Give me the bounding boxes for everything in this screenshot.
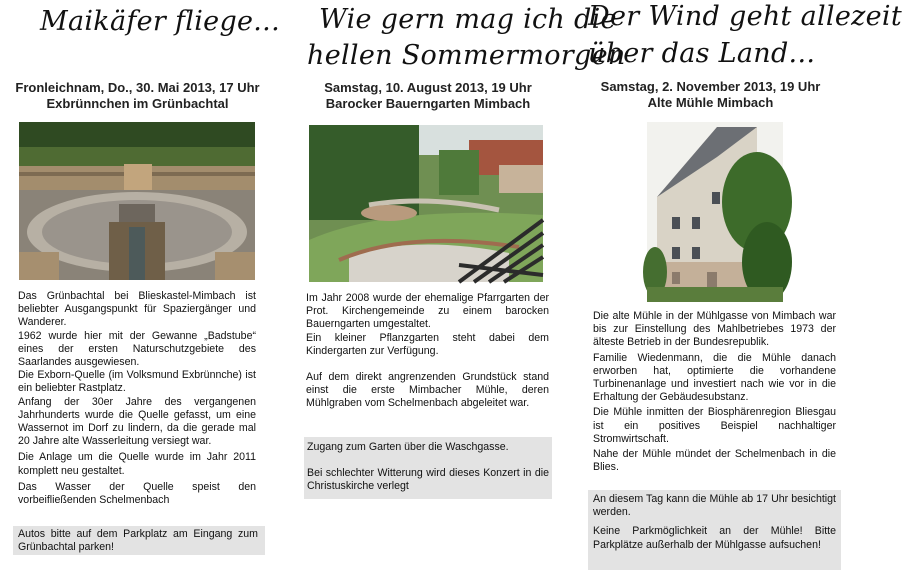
- event-heading-1: [0, 80, 275, 112]
- body-text-3: [593, 310, 836, 474]
- note-block: [593, 493, 836, 552]
- mill-notes: [588, 490, 841, 570]
- photo-spring-fountain: [19, 122, 255, 280]
- paragraph: Familie Wiedenmann, die die Mühle danach erworben hat, optimierte die vorhandene Turbinenanlage und investiert nach wie vor in die Erhaltung der Gebäudesubstanz.: [593, 351, 836, 404]
- body-text-2: [306, 292, 549, 411]
- column-sommermorgen: [297, 0, 626, 577]
- script-title-3-line2: über das Land...: [588, 38, 816, 69]
- paragraph: Nahe der Mühle mündet der Schelmenbach in die Blies.: [593, 448, 836, 474]
- paragraph: Die alte Mühle in der Mühlgasse von Mimbach war bis zur Einstellung des Mahlbetriebes 1973 der älteste Betrieb in der Bundesrepublik.: [593, 310, 836, 349]
- script-title-2-line1: Wie gern mag ich die: [319, 4, 617, 35]
- script-title-3-line1: Der Wind geht allezeit: [588, 1, 902, 32]
- event-date-3: Samstag, 2. November 2013, 19 Uhr: [600, 79, 821, 94]
- paragraph: Anfang der 30er Jahre des vergangenen Jahrhunderts wurde die Quelle gefasst, um eine Wassernot im Dorf zu lindern, da die gerade mal 20 Jahre alte Wasserleitung versiegt war.: [18, 395, 256, 448]
- column-maikaefer: [0, 0, 280, 577]
- paragraph: Das Wasser der Quelle speist den vorbeifließenden Schelmenbach: [18, 480, 256, 507]
- garden-notes: [304, 437, 552, 499]
- paragraph: Die Anlage um die Quelle wurde im Jahr 2011 komplett neu gestaltet.: [18, 451, 256, 477]
- event-date-2: Samstag, 10. August 2013, 19 Uhr: [324, 80, 532, 95]
- event-place-3: Alte Mühle Mimbach: [647, 95, 774, 110]
- access-note: Zugang zum Garten über die Waschgasse.: [307, 441, 509, 453]
- note-text: Autos bitte auf dem Parkplatz am Eingang zum Grünbachtal parken!: [18, 528, 258, 554]
- visit-note: An diesem Tag kann die Mühle ab 17 Uhr besichtigt werden.: [593, 493, 836, 519]
- note-block: [307, 441, 549, 494]
- paragraph: Das Grünbachtal bei Blieskastel-Mimbach ist beliebter Ausgangspunkt für Spaziergänger und Wanderer.: [18, 290, 256, 329]
- paragraph: 1962 wurde hier mit der Gewanne „Badstube“ eines der ersten Naturschutzgebiete des Saarlandes ausgewiesen.: [18, 329, 256, 369]
- event-heading-3: [580, 79, 841, 111]
- column-wind: [580, 0, 902, 577]
- script-title-2-line2: hellen Sommermorgen: [307, 40, 626, 71]
- paragraph: Ein kleiner Pflanzgarten steht dabei dem Kindergarten zur Verfügung.: [306, 331, 549, 357]
- photo-baroque-garden: [309, 125, 543, 282]
- parking-note-3: Keine Parkmöglichkeit an der Mühle! Bitte Parkplätze außerhalb der Mühlgasse aufsuchen!: [593, 525, 836, 551]
- paragraph: Im Jahr 2008 wurde der ehemalige Pfarrgarten der Prot. Kirchengemeinde zu einem barocken Bauerngarten umgestaltet.: [306, 292, 549, 331]
- event-place-2: Barocker Bauerngarten Mimbach: [325, 96, 531, 111]
- paragraph: Auf dem direkt angrenzenden Grundstück stand einst die erste Mimbacher Mühle, deren Mühlgraben vom Schelmenbach abgeleitet war.: [306, 371, 549, 410]
- body-text-1: [18, 290, 256, 507]
- paragraph: Die Exborn-Quelle (im Volksmund Exbrünnche) ist ein beliebter Rastplatz.: [18, 369, 256, 395]
- parking-note-1: [13, 526, 265, 555]
- photo-old-mill: [647, 122, 783, 302]
- event-heading-2: [297, 80, 559, 112]
- event-date-1: Fronleichnam, Do., 30. Mai 2013, 17 Uhr: [15, 80, 260, 95]
- weather-note: Bei schlechter Witterung wird dieses Konzert in die Christuskirche verlegt: [307, 467, 549, 493]
- event-place-1: Exbrünnchen im Grünbachtal: [46, 96, 229, 111]
- script-title-1: Maikäfer fliege...: [40, 6, 280, 37]
- paragraph: Die Mühle inmitten der Biosphärenregion Bliesgau ist ein positives Beispiel nachhaltiger Stromwirtschaft.: [593, 406, 836, 445]
